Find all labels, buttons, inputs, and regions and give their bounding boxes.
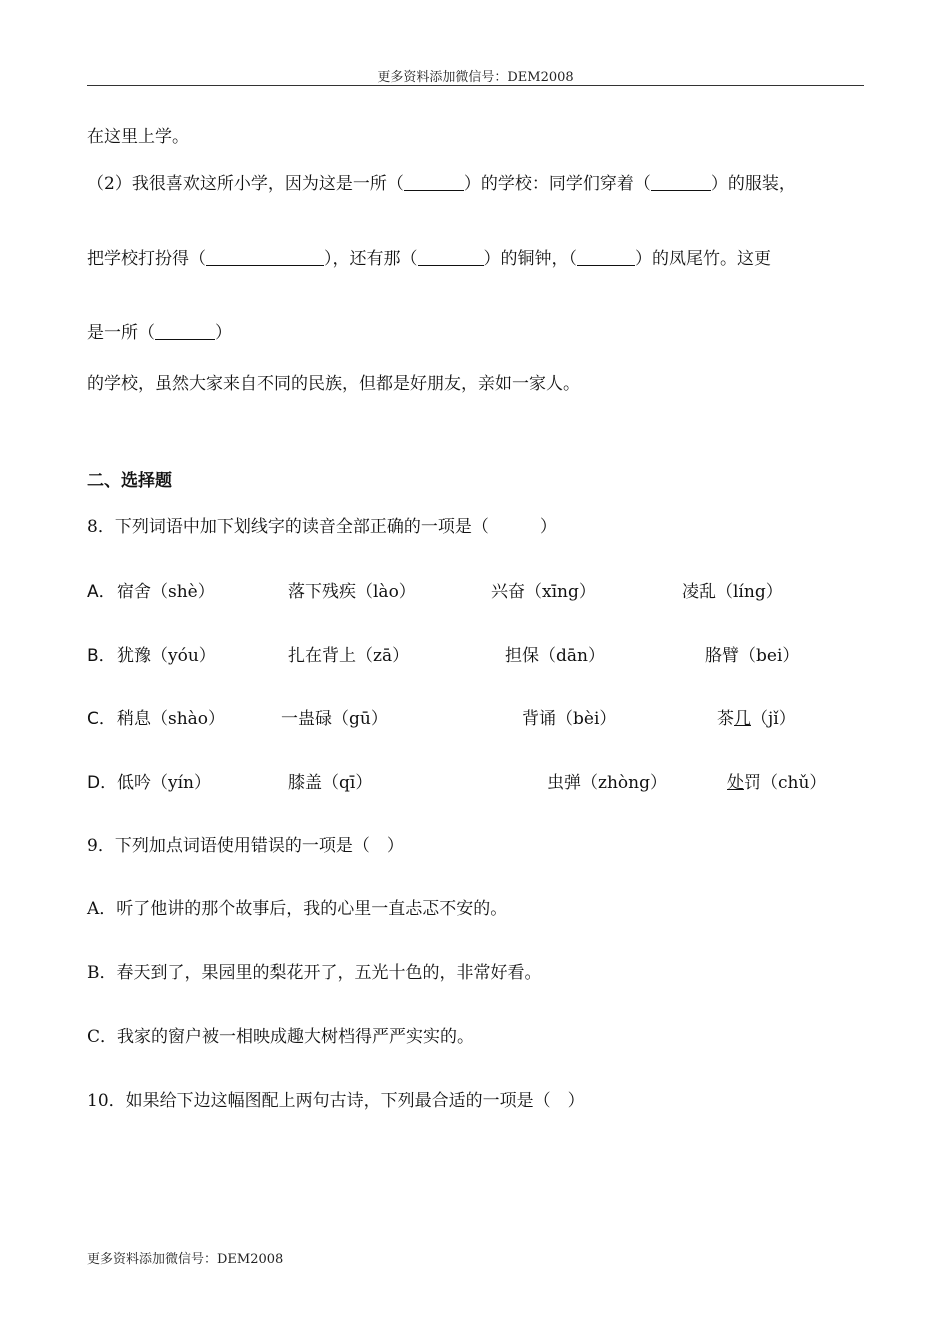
option-word: 扎在背上（zā）: [288, 646, 410, 666]
option-word-part: 茶: [717, 709, 734, 729]
question-9-stem: 9．下列加点词语使用错误的一项是（ ）: [87, 836, 404, 856]
passage-line-1: 在这里上学。: [87, 127, 189, 147]
fill-blank-1[interactable]: [404, 174, 464, 191]
passage-line-3: [87, 248, 771, 270]
header-divider: [87, 85, 864, 86]
option-word-part: 罚（chǔ）: [744, 773, 827, 793]
q9-option-c[interactable]: C．我家的窗户被一相映成趣大树档得严严实实的。: [87, 1027, 475, 1047]
question-10-stem: 10．如果给下边这幅图配上两句古诗，下列最合适的一项是（ ）: [87, 1091, 585, 1111]
option-word: 背诵（bèi）: [522, 709, 617, 729]
q9-option-b[interactable]: B．春天到了，果园里的梨花开了，五光十色的，非常好看。: [87, 963, 542, 983]
option-word: 膝盖（qī）: [288, 773, 373, 793]
fill-blank-6[interactable]: [155, 323, 215, 340]
passage-text: 是一所（: [87, 323, 155, 343]
section-title: 二、选择题: [87, 471, 172, 491]
option-word: 一蛊碌（gū）: [281, 709, 388, 729]
passage-text: （2）我很喜欢这所小学，因为这是一所（: [87, 174, 404, 194]
passage-line-5: 的学校，虽然大家来自不同的民族，但都是好朋友，亲如一家人。: [87, 374, 580, 394]
option-word: 犹豫（yóu）: [117, 646, 216, 666]
passage-text: ）的铜钟，（: [483, 249, 577, 269]
option-word: 低吟（yín）: [117, 773, 211, 793]
page-footer: 更多资料添加微信号：DEM2008: [87, 1252, 284, 1267]
passage-text: 把学校打扮得（: [87, 249, 206, 269]
passage-text: ）: [215, 323, 232, 343]
passage-text: ）的服装，: [710, 174, 796, 194]
option-word: 落下残疾（lào）: [288, 582, 416, 602]
option-label: D．: [87, 773, 118, 793]
option-word: 凌乱（líng）: [682, 582, 783, 602]
option-word: 虫弹（zhòng）: [547, 773, 667, 793]
option-label: B．: [87, 646, 116, 666]
fill-blank-3[interactable]: [206, 249, 324, 266]
q9-option-a[interactable]: A．听了他讲的那个故事后，我的心里一直忐忑不安的。: [87, 899, 508, 919]
passage-line-4: [87, 322, 232, 344]
option-word-part: （jǐ）: [751, 709, 796, 729]
option-word: 担保（dān）: [505, 646, 605, 666]
option-label: A．: [87, 582, 116, 602]
passage-line-2: [87, 173, 796, 195]
underlined-char: 几: [734, 709, 751, 729]
option-word: 兴奋（xīng）: [491, 582, 596, 602]
option-word: [727, 772, 826, 794]
option-word: [717, 708, 796, 730]
option-word: 宿舍（shè）: [117, 582, 215, 602]
option-word: 胳臂（bei）: [705, 646, 800, 666]
passage-text: ），还有那（: [324, 249, 418, 269]
option-word: 稍息（shào）: [117, 709, 226, 729]
page-header: 更多资料添加微信号：DEM2008: [377, 70, 574, 85]
passage-text: ）的学校：同学们穿着（: [463, 174, 651, 194]
underlined-char: 处: [727, 773, 744, 793]
fill-blank-5[interactable]: [577, 249, 635, 266]
passage-text: ）的凤尾竹。这更: [635, 249, 771, 269]
question-8-stem: 8．下列词语中加下划线字的读音全部正确的一项是（ ）: [87, 517, 557, 537]
fill-blank-2[interactable]: [651, 174, 711, 191]
fill-blank-4[interactable]: [418, 249, 484, 266]
option-label: C．: [87, 709, 116, 729]
